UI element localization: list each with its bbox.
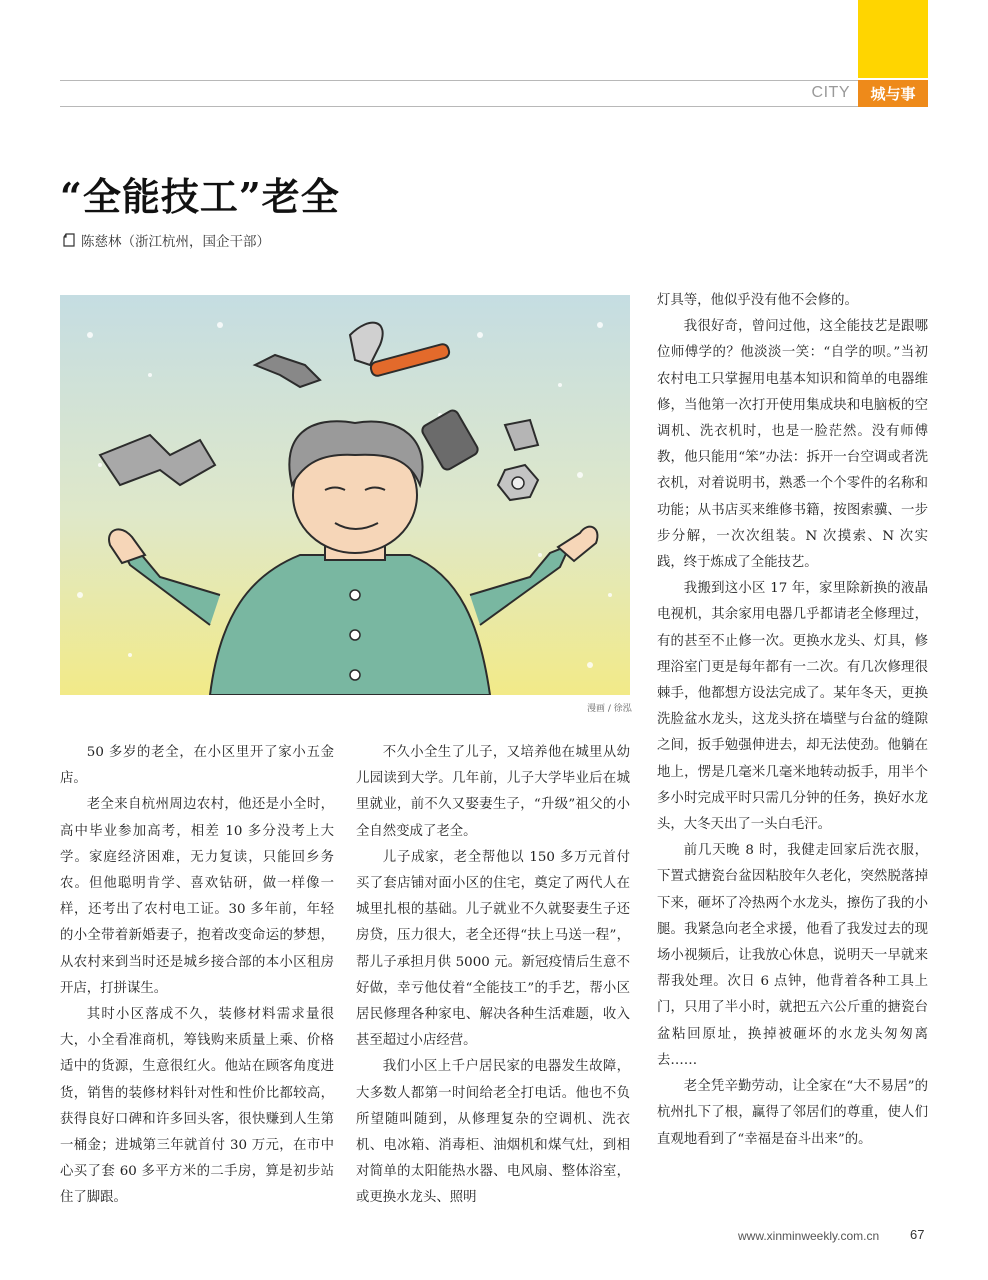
paragraph: 儿子成家，老全帮他以 150 多万元首付买了套店铺对面小区的住宅，奠定了两代人在城里扎根的基础。儿子就业不久就娶妻生子还房贷，压力很大，老全还得“扶上马送一程”，帮儿子承担月供 5000 元。新冠疫情后生意不好做，幸亏他仗着“全能技工”的手艺，帮小区居民修理各种家电、解决各种生活难题，收入甚至超过小店经营。	[356, 849, 630, 1049]
yellow-corner-tab	[858, 0, 928, 78]
paragraph: 不久小全生了儿子，又培养他在城里从幼儿园读到大学。几年前，儿子大学毕业后在城里就业，前不久又娶妻生子，“升级”祖父的小全自然变成了老全。	[356, 745, 630, 839]
cartoon-illustration	[60, 295, 630, 695]
paragraph: 灯具等，他似乎没有他不会修的。	[657, 293, 858, 308]
byline	[62, 230, 270, 250]
header-rule-top	[60, 80, 928, 81]
paragraph: 50 多岁的老全，在小区里开了家小五金店。	[60, 745, 334, 787]
paragraph: 我搬到这小区 17 年，家里除新换的液晶电视机，其余家用电器几乎都请老全修理过，有的甚至不止修一次。更换水龙头、灯具，修理浴室门更是每年都有一二次。有几次修理很棘手，他都想方设法完成了。某年冬天，更换洗脸盆水龙头，这龙头挤在墙壁与台盆的缝隙之间，扳手勉强伸进去，却无法使劲。他躺在地上，愣是几毫米几毫米地转动扳手，用半个多小时完成平时只需几分钟的任务，换好水龙头，大冬天出了一头白毛汗。	[657, 581, 928, 833]
byline-text: 陈慈林（浙江杭州，国企干部）	[81, 234, 270, 250]
header-rule-bottom	[60, 106, 928, 107]
article-column-1	[60, 740, 334, 1212]
paragraph: 前几天晚 8 时，我健走回家后洗衣服，下置式搪瓷台盆因粘胶年久老化，突然脱落掉下来，砸坏了冷热两个水龙头，擦伤了我的小腿。我紧急向老全求援，他看了我发过去的现场小视频后，让我放心休息，说明天一早就来帮我处理。次日 6 点钟，他背着各种工具上门，只用了半小时，就把五六公斤重的搪瓷台盆粘回原址，换掉被砸坏的水龙头匆匆离去……	[657, 843, 928, 1068]
header-city-label: CITY	[811, 84, 850, 101]
illustration-caption: 漫画 / 徐泓	[587, 704, 632, 714]
paragraph: 其时小区落成不久，装修材料需求量很大，小全看准商机，筹钱购来质量上乘、价格适中的货源，生意很红火。他站在顾客角度进货，销售的装修材料针对性和性价比都较高，获得良好口碑和许多回头客，很快赚到人生第一桶金；进城第三年就首付 30 万元，在市中心买了套 60 多平方米的二手房，算是初步站住了脚跟。	[60, 1007, 334, 1206]
page-number: 67	[910, 1227, 925, 1242]
paragraph: 我很好奇，曾问过他，这全能技艺是跟哪位师傅学的？他淡淡一笑：“自学的呗。”当初农村电工只掌握用电基本知识和简单的电器维修，当他第一次打开使用集成块和电脑板的空调机、洗衣机时，也是一脸茫然。没有师傅教，他只能用“笨”办法：拆开一台空调或者洗衣机，对着说明书，熟悉一个个零件的名称和功能；从书店买来维修书籍，按图索骥、一步步分解，一次次组装。N 次摸索、N 次实践，终于炼成了全能技艺。	[657, 319, 928, 571]
article-column-3	[657, 288, 928, 1153]
article-title: “全能技工”老全	[60, 174, 340, 219]
paragraph: 我们小区上千户居民家的电器发生故障，大多数人都第一时间给老全打电话。他也不负所望随叫随到，从修理复杂的空调机、洗衣机、电冰箱、消毒柜、油烟机和煤气灶，到相对简单的太阳能热水器、电风扇、整体浴室，或更换水龙头、照明	[356, 1059, 630, 1206]
paragraph: 老全凭辛勤劳动，让全家在“大不易居”的杭州扎下了根，赢得了邻居们的尊重，使人们直观地看到了“幸福是奋斗出来”的。	[657, 1079, 928, 1147]
header-section-label: 城与事	[858, 80, 928, 107]
page-corner-icon	[62, 233, 76, 247]
paragraph: 老全来自杭州周边农村，他还是小全时，高中毕业参加高考，相差 10 多分没考上大学。家庭经济困难，无力复读，只能回乡务农。但他聪明肯学、喜欢钻研，做一样像一样，还考出了农村电工证。30 多年前，年轻的小全带着新婚妻子，抱着改变命运的梦想，从农村来到当时还是城乡接合部的本小区租房开店，打拼谋生。	[60, 797, 334, 996]
article-column-2	[356, 740, 630, 1212]
footer-url: www.xinminweekly.com.cn	[738, 1229, 880, 1243]
